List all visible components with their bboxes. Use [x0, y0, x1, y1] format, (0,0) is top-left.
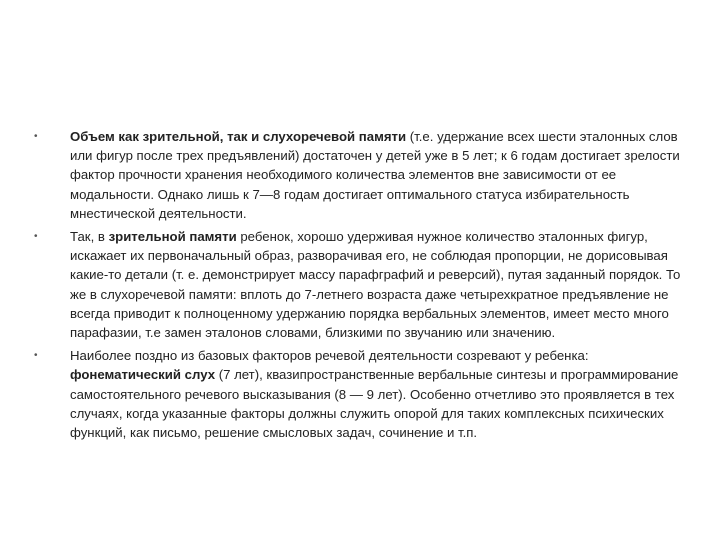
bullet-bold-text: Объем как зрительной, так и слухоречевой памяти — [70, 129, 407, 144]
bullet-text: Наиболее поздно из базовых факторов речевой деятельности созревают у ребенка: — [70, 348, 589, 364]
bullet-text: (т.е. удержание всех шести эталонных слов или фигур после трех предъявлений) достаточен у детей уже в 5 лет; к 6 годам достигает зрелости фактор прочности хранения необходимого количества элементов вне зависимости от ее модальности. Однако лишь к 7—8 годам достигает оптимального статуса избирательность мнестической деятельности. — [70, 129, 680, 221]
bullet-dot-icon: • — [34, 131, 38, 142]
bullet-dot-icon: • — [34, 350, 38, 362]
bullet-bold-text: зрительной памяти — [108, 229, 237, 245]
bullet-text: Так, в — [70, 229, 109, 245]
bullet-text: (7 лет), квазипространственные вербальные синтезы и программирование самостоятельного речевого высказывания (8 — 9 лет). Особенно отчетливо это проявляется в тех случаях, когда указанные факторы должны служить опорой для таких комплексных психических функций, как письмо, решение смысловых задач, сочинение и т.п. — [70, 367, 679, 441]
bullet-bold-text: фонематический слух — [70, 367, 216, 383]
bullet-item-speech-factors — [34, 346, 689, 442]
bullet-text: ребенок, хорошо удерживая нужное количество эталонных фигур, искажает их первоначальный образ, разворачивая его, не соблюдая пропорции, не дорисовывая какие-то детали (т. е. демонстрирует массу парафграфий и реверсий), путая заданный порядок. То же в слухоречевой памяти: вплоть до 7-летнего возраста даже четырехкратное предъявление не всегда приводит к полноценному удержанию порядка вербальных элементов, имеет место много парафазии, т.е замен эталонов словами, близкими по звучанию или значению. — [70, 229, 681, 341]
bullet-item-visual-memory — [34, 227, 689, 342]
bullet-dot-icon: • — [34, 231, 38, 243]
bullet-item-memory-volume — [34, 127, 689, 223]
bullet-list — [34, 127, 689, 446]
